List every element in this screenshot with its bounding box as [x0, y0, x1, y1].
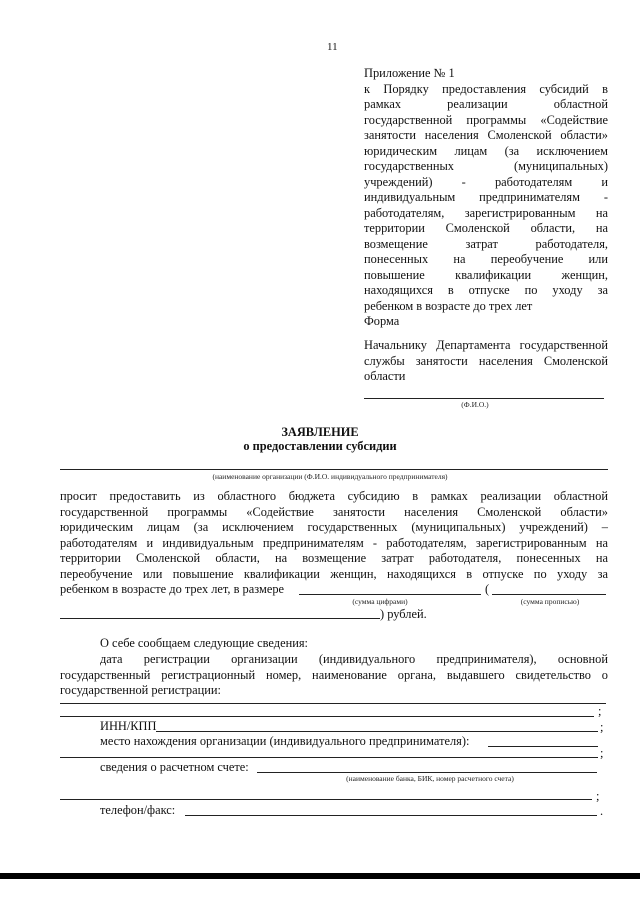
phone-label: телефон/факс:	[100, 803, 176, 817]
organization-field[interactable]	[60, 469, 608, 470]
registration-paragraph	[60, 652, 608, 699]
period: .	[600, 804, 604, 818]
addressee-line: области	[364, 369, 406, 383]
request-line: переобучение или повышение квалификации женщин, находящихся в отпуске по уходу за	[60, 566, 608, 581]
semicolon: ;	[600, 720, 604, 734]
fio-caption: (Ф.И.О.)	[461, 400, 489, 409]
amount-prefix: ребенком в возрасте до трех лет, в размере	[60, 582, 285, 596]
appendix-line: работодателям, зарегистрированным на	[364, 205, 608, 220]
form-label: Форма	[364, 314, 400, 328]
request-line: юридическим лицам (за исключением государственных (муниципальных) учреждений) –	[60, 520, 608, 534]
registration-line: государственный регистрационный номер, наименование органа, выдавшего свидетельство о	[60, 667, 608, 682]
request-line: работодателям и индивидуальным предпринимателям - работодателям, зарегистрированным на	[60, 535, 608, 550]
account-field[interactable]	[257, 772, 597, 773]
registration-field-1[interactable]	[60, 703, 606, 704]
document-subtitle: о предоставлении субсидии	[243, 439, 397, 453]
appendix-line: государственных (муниципальных)	[364, 159, 608, 173]
appendix-line: возмещение затрат работодателя,	[364, 236, 608, 251]
amount-digits-caption: (сумма цифрами)	[352, 597, 408, 606]
location-field-1[interactable]	[488, 746, 598, 747]
account-label: сведения о расчетном счете:	[100, 760, 249, 774]
appendix-line: к Порядку предоставления субсидий в	[364, 81, 608, 96]
amount-digits-field[interactable]	[299, 594, 481, 595]
amount-words-field[interactable]	[492, 594, 606, 595]
rubles-suffix: ) рублей.	[380, 607, 427, 621]
account-field-2[interactable]	[60, 799, 592, 800]
appendix-line: повышение квалификации женщин,	[364, 267, 608, 282]
phone-field[interactable]	[185, 815, 597, 816]
semicolon: ;	[596, 789, 600, 803]
registration-field-2[interactable]	[60, 716, 594, 717]
semicolon: ;	[600, 746, 604, 760]
appendix-title: Приложение № 1	[364, 66, 455, 80]
addressee-block	[364, 338, 608, 385]
appendix-line: находящихся в отпуске по уходу за	[364, 283, 608, 297]
semicolon: ;	[598, 704, 602, 718]
appendix-line: государственной программы «Содействие	[364, 112, 608, 127]
appendix-line: учреждений) - работодателям и	[364, 174, 608, 189]
request-paragraph	[60, 489, 608, 582]
amount-words-continued-field[interactable]	[60, 618, 380, 619]
page-number: 11	[327, 41, 338, 53]
appendix-line: понесенных на переобучение или	[364, 252, 608, 266]
inn-field[interactable]	[156, 731, 598, 732]
inn-label: ИНН/КПП	[100, 719, 157, 733]
appendix-line: территории Смоленской области, на	[364, 221, 608, 235]
appendix-line: рамках реализации областной	[364, 97, 608, 111]
registration-line: дата регистрации организации (индивидуального предпринимателя), основной	[100, 652, 608, 666]
amount-words-caption: (сумма прописью)	[520, 597, 580, 606]
appendix-block	[364, 66, 608, 314]
location-label: место нахождения организации (индивидуального предпринимателя):	[100, 734, 470, 748]
document-title: ЗАЯВЛЕНИЕ	[281, 425, 359, 439]
appendix-line: ребенком в возрасте до трех лет	[364, 298, 533, 313]
addressee-line: службы занятости населения Смоленской	[364, 353, 608, 368]
scan-edge-bar	[0, 873, 640, 879]
request-line: просит предоставить из областного бюджета субсидию в рамках реализации областной	[60, 489, 608, 503]
appendix-line: юридическим лицам (за исключением	[364, 143, 608, 158]
registration-line: государственной регистрации:	[60, 683, 221, 697]
info-intro: О себе сообщаем следующие сведения:	[100, 636, 308, 650]
request-line: государственной программы «Содействие занятости населения Смоленской области»	[60, 504, 608, 519]
location-field-2[interactable]	[60, 757, 598, 758]
appendix-line: занятости населения Смоленской области»	[364, 128, 608, 142]
organization-caption: (наименование организации (Ф.И.О. индивидуального предпринимателя)	[212, 472, 448, 481]
request-line: территории Смоленской области, на возмещение затрат работодателя, понесенных на	[60, 551, 608, 565]
open-paren: (	[485, 582, 490, 596]
appendix-line: индивидуальным предпринимателям -	[364, 190, 608, 204]
addressee-line: Начальнику Департамента государственной	[364, 338, 608, 352]
bank-caption: (наименование банка, БИК, номер расчетного счета)	[346, 774, 514, 783]
fio-field[interactable]	[364, 398, 604, 399]
